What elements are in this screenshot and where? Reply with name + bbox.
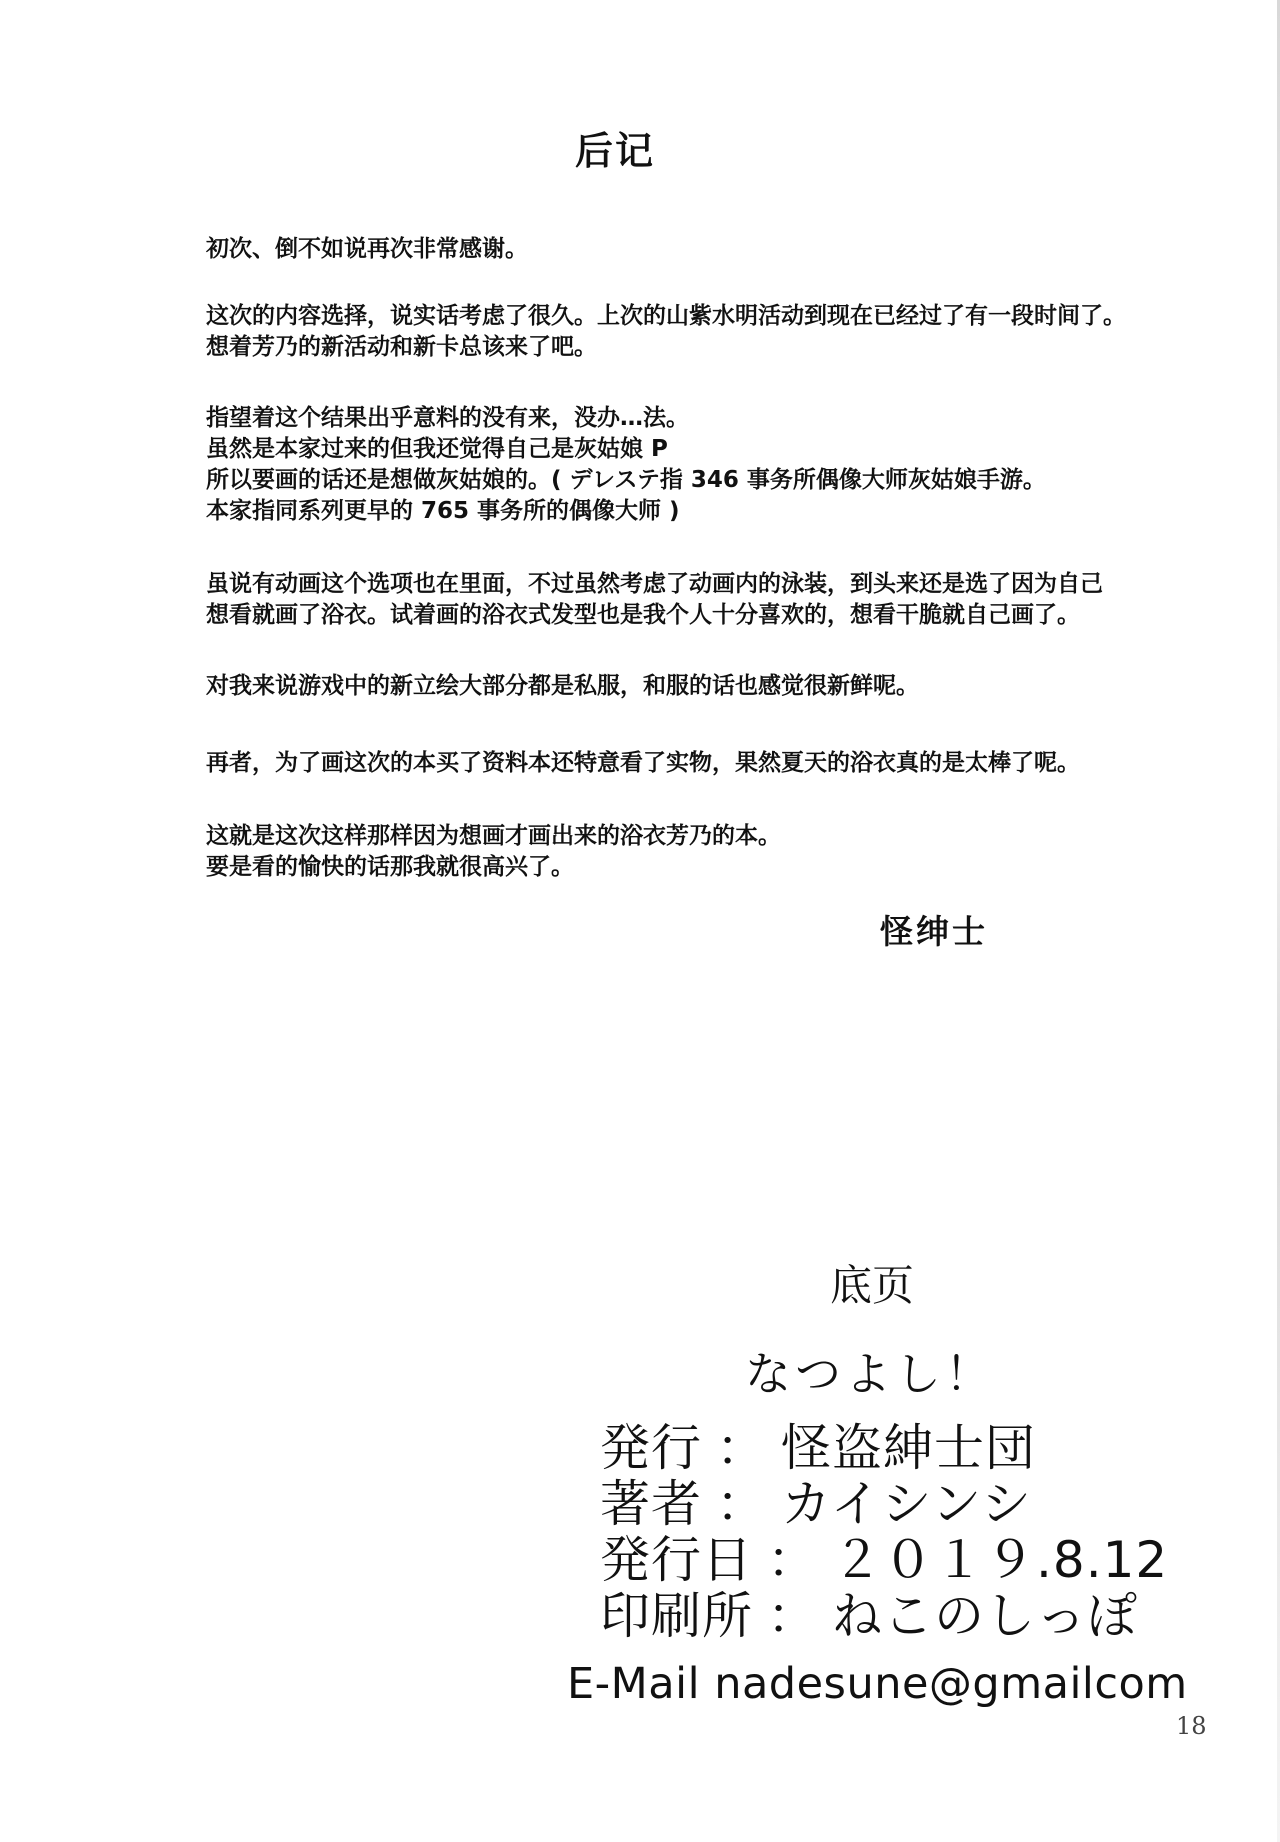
colophon-label: 著者 xyxy=(600,1475,702,1533)
colophon-label: 発行日 xyxy=(600,1531,753,1589)
colophon-value: ねこのしっぽ xyxy=(832,1587,1138,1645)
paragraph-line: 想看就画了浴衣。试着画的浴衣式发型也是我个人十分喜欢的，想看干脆就自己画了。 xyxy=(206,602,1080,628)
afterword-paragraph-1 xyxy=(206,234,1216,265)
colophon-separator: ： xyxy=(716,1475,767,1533)
afterword-paragraph-7 xyxy=(206,821,1216,883)
page-number: 18 xyxy=(1176,1712,1207,1740)
afterword-paragraph-6 xyxy=(206,748,1216,779)
afterword-paragraph-5 xyxy=(206,671,1216,702)
afterword-title: 后记 xyxy=(574,129,655,173)
colophon-value: カイシンシ xyxy=(781,1475,1032,1533)
colophon-separator: ： xyxy=(767,1587,818,1645)
paragraph-line: 本家指同系列更早的 765 事务所的偶像大师 ) xyxy=(206,498,680,524)
paragraph-line: 对我来说游戏中的新立绘大部分都是私服，和服的话也感觉很新鲜呢。 xyxy=(206,673,919,699)
contact-email: E-Mail nadesune@gmailcom xyxy=(567,1659,1188,1709)
colophon-label: 印刷所 xyxy=(600,1587,753,1645)
paragraph-line: 这次的内容选择，说实话考虑了很久。上次的山紫水明活动到现在已经过了有一段时间了。 xyxy=(206,303,1126,329)
afterword-paragraph-2 xyxy=(206,301,1216,363)
book-title: なつよし！ xyxy=(745,1347,995,1401)
colophon-value: 怪盗紳士団 xyxy=(781,1419,1036,1477)
paragraph-line: 虽说有动画这个选项也在里面，不过虽然考虑了动画内的泳装，到头来还是选了因为自己 xyxy=(206,571,1103,597)
paragraph-line: 虽然是本家过来的但我还觉得自己是灰姑娘 P xyxy=(206,436,668,462)
colophon-row-publisher xyxy=(600,1420,1036,1476)
colophon-separator: ： xyxy=(767,1531,818,1589)
paragraph-line: 指望着这个结果出乎意料的没有来，没办…法。 xyxy=(206,405,689,431)
afterword-paragraph-4 xyxy=(206,569,1216,631)
colophon-label: 発行 xyxy=(600,1419,702,1477)
afterword-paragraph-3 xyxy=(206,403,1216,527)
colophon-row-printer xyxy=(600,1588,1138,1644)
paragraph-line: 要是看的愉快的话那我就很高兴了。 xyxy=(206,854,574,880)
colophon-separator: ： xyxy=(716,1419,767,1477)
colophon-heading: 底页 xyxy=(830,1261,915,1310)
paragraph-line: 这就是这次这样那样因为想画才画出来的浴衣芳乃的本。 xyxy=(206,823,781,849)
paragraph-line: 想着芳乃的新活动和新卡总该来了吧。 xyxy=(206,334,597,360)
paragraph-line: 初次、倒不如说再次非常感谢。 xyxy=(206,236,528,262)
colophon-row-publish-date xyxy=(600,1532,1168,1588)
author-signature: 怪绅士 xyxy=(880,912,988,951)
paragraph-line: 再者，为了画这次的本买了资料本还特意看了实物，果然夏天的浴衣真的是太棒了呢。 xyxy=(206,750,1080,776)
colophon-value: ２０１９.8.12 xyxy=(832,1531,1169,1589)
paragraph-line: 所以要画的话还是想做灰姑娘的。( デレステ指 346 事务所偶像大师灰姑娘手游。 xyxy=(206,467,1046,493)
colophon-row-author xyxy=(600,1476,1032,1532)
